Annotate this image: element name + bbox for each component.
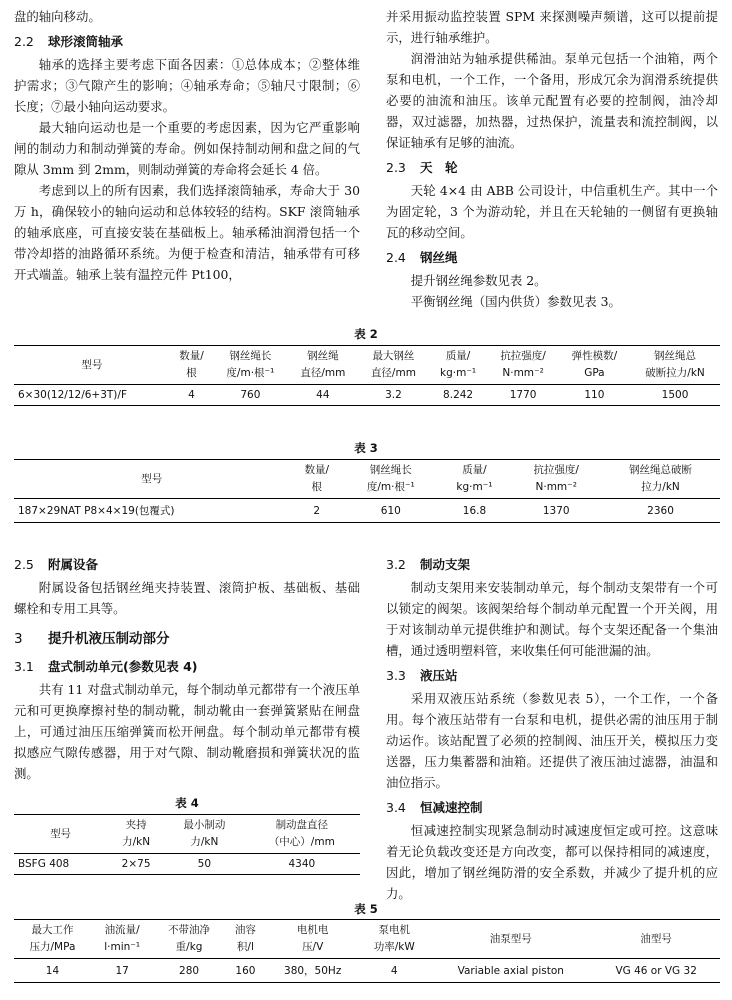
table-header-cell: 油流量/ l·min⁻¹	[104, 924, 141, 953]
table-header-cell: 不带油净 重/kg	[168, 924, 211, 953]
table-header-cell: 质量/ kg·m⁻¹	[456, 464, 493, 493]
table-header-cell: 抗拉强度/ N·mm⁻²	[500, 350, 546, 379]
paragraph: 共有 11 对盘式制动单元，每个制动单元都带有一个液压单元和可更换摩擦衬垫的制动靴，制动靴由一套弹簧紧贴在闸盘上，可通过油压压缩弹簧而松开闸盘。每个制动单元都带有模拟感应气隙传感器，用于对气隙、制动靴磨损和弹簧状况的监测。	[14, 682, 360, 781]
table-header-cell: 质量/ kg·m⁻¹	[440, 350, 477, 379]
table-cell: 3.2	[385, 389, 402, 401]
paragraph: 制动支架用来安装制动单元，每个制动支架带有一个可以锁定的阀架。该阀架给每个制动单元配置一个开关阀，用于对该制动单元提供维护和测试。每个支架还配备一个集油槽，通过透明塑料管，来收集任何可能泄漏的油。	[386, 580, 718, 658]
table-cell: VG 46 or VG 32	[615, 964, 697, 977]
paragraph: 最大轴向运动也是一个重要的考虑因素，因为它严重影响闸的制动力和制动弹簧的寿命。例如保持制动闸和盘之间的气隙从 3mm 到 2mm，则制动弹簧的寿命将会延长 4 倍。	[14, 120, 360, 177]
table-cell: 4	[390, 964, 398, 977]
section-2-5-heading: 2.5 附属设备	[14, 557, 99, 572]
table-header-cell: 最小制动 力/kN	[183, 819, 226, 848]
table-3	[14, 459, 720, 523]
right-column-top	[386, 6, 718, 312]
table-header-cell: 数量/ 根	[304, 464, 330, 493]
paragraph: 附属设备包括钢丝绳夹持装置、滚筒护板、基础板、基础螺栓和专用工具等。	[14, 580, 360, 616]
section-3-2-heading: 3.2 制动支架	[386, 557, 471, 572]
table-header-cell: 钢丝绳 直径/mm	[300, 350, 346, 379]
table-header-cell: 油泵型号	[489, 932, 532, 945]
table-cell: 8.242	[443, 389, 474, 401]
table-header-cell: 型号	[141, 472, 163, 485]
table-2	[14, 345, 720, 406]
table-header-cell: 最大工作 压力/MPa	[29, 924, 76, 953]
table-cell: 110	[584, 389, 605, 401]
table-header-cell: 钢丝绳长 度/m·根⁻¹	[226, 350, 275, 379]
table-header-cell: 弹性模数/ GPa	[571, 350, 618, 379]
table-cell: 50	[197, 858, 212, 870]
table-cell: BSFG 408	[18, 858, 70, 870]
table-header-cell: 钢丝绳总 破断拉力/kN	[645, 350, 705, 379]
table-cell: 4340	[288, 858, 316, 870]
table-cell: 1370	[542, 504, 570, 517]
left-column-bottom	[14, 550, 360, 784]
paragraph: 轴承的选择主要考虑下面各因素：①总体成本；②整体维护需求；③气隙产生的影响；④轴承寿命；⑤轴尺寸限制；⑥长度；⑦最小轴向运动要求。	[14, 57, 360, 114]
table-header-cell: 油容 积/l	[234, 924, 256, 953]
paragraph: 并采用振动监控装置 SPM 来探测噪声频谱，这可以提前提示，进行轴承维护。	[386, 9, 718, 45]
table-header-cell: 钢丝绳长 度/m·根⁻¹	[366, 464, 415, 493]
table-cell: 16.8	[462, 504, 487, 517]
table-header-cell: 钢丝绳总破断 拉力/kN	[629, 464, 693, 493]
table-header-cell: 油型号	[640, 932, 672, 945]
table-header-cell: 抗拉强度/ N·mm⁻²	[533, 464, 579, 493]
table-cell: 1770	[509, 389, 537, 401]
table-cell: 1500	[661, 389, 689, 401]
paragraph: 平衡钢丝绳（国内供货）参数见表 3。	[410, 294, 621, 309]
table-cell: 280	[179, 964, 200, 977]
table-cell: 4	[188, 389, 195, 401]
section-3-1-heading: 3.1 盘式制动单元(参数见表 4)	[14, 659, 198, 674]
table-cell: 760	[240, 389, 261, 401]
table-2-caption: 表 2	[354, 327, 378, 341]
table-header-cell: 型号	[81, 358, 103, 371]
table-5-caption: 表 5	[354, 902, 378, 916]
table-header-cell: 电机电 压/V	[296, 924, 329, 953]
table-4-caption: 表 4	[175, 796, 199, 810]
table-cell: 6×30(12/12/6+3T)/F	[18, 389, 127, 401]
table-cell: 17	[115, 964, 129, 977]
paragraph: 天轮 4×4 由 ABB 公司设计，中信重机生产。其中一个为固定轮，3 个为游动轮，并且在天轮轴的一侧留有更换轴瓦的移动空间。	[386, 183, 718, 240]
section-2-2-heading: 2.2 球形滚筒轴承	[14, 34, 124, 49]
table-cell: 160	[235, 964, 256, 977]
table-header-cell: 数量/ 根	[179, 350, 204, 379]
paragraph: 恒减速控制实现紧急制动时减速度恒定或可控。这意味着无论负载改变还是方向改变，都可以保持相同的减速度，因此，增加了钢丝绳防滑的安全系数，并减少了提升机的应力。	[386, 823, 718, 901]
table-header-cell: 泵电机 功率/kW	[373, 924, 415, 953]
paragraph: 提升钢丝绳参数见表 2。	[410, 273, 547, 288]
table-header-cell: 夹持 力/kN	[122, 819, 151, 848]
table-header-cell: 最大钢丝 直径/mm	[370, 350, 416, 379]
section-3-heading: 3 提升机液压制动部分	[14, 631, 170, 647]
paragraph: 润滑油站为轴承提供稀油。泵单元包括一个油箱，两个泵和电机，一个工作，一个备用，形成冗余为润滑系统提供必要的油流和油压。该单元配置有必要的控制阀，油冷却器，双过滤器，加热器，过热保护，流量表和流控制阀，以保证轴承有足够的油流。	[386, 51, 718, 150]
table-header-cell: 制动盘直径 （中心）/mm	[268, 819, 335, 848]
paragraph: 采用双液压站系统（参数见表 5），一个工作，一个备用。每个液压站带有一台泵和电机，提供必需的油压用于制动运作。该站配置了必须的控制阀、油压开关，模拟压力变送器，压力集蓄器和油箱。还提供了液压油过滤器，油温和油位指示。	[386, 691, 718, 790]
section-2-3-heading: 2.3 天 轮	[386, 160, 458, 175]
left-column-top	[14, 6, 360, 285]
table-5	[14, 919, 720, 983]
right-column-bottom	[386, 550, 718, 904]
table-cell: 380，50Hz	[284, 965, 342, 977]
section-3-4-heading: 3.4 恒减速控制	[386, 800, 483, 815]
paragraph: 考虑到以上的所有因素，我们选择滚筒轴承，寿命大于 30 万 h，确保较小的轴向运动和总体较轻的结构。SKF 滚筒轴承的轴承底座，可直接安装在基础板上。轴承稀油润滑包括一个带冷却搭的油路循环系统。为便于检查和清洁，轴承带有可移开式端盖。轴承上装有温控元件 Pt100，	[14, 183, 360, 282]
table-cell: 2360	[647, 504, 674, 517]
table-cell: 2×75	[121, 858, 151, 870]
table-cell: Variable axial piston	[457, 964, 564, 977]
table-header-cell: 型号	[50, 827, 72, 840]
table-cell: 14	[45, 964, 60, 977]
section-3-3-heading: 3.3 液压站	[386, 668, 458, 683]
table-cell: 610	[380, 504, 401, 517]
table-cell: 187×29NAT P8×4×19(包覆式)	[18, 505, 175, 517]
table-cell: 44	[316, 389, 330, 401]
table-4	[14, 814, 360, 875]
table-cell: 2	[313, 504, 321, 517]
section-2-4-heading: 2.4 钢丝绳	[386, 250, 458, 265]
paragraph: 盘的轴向移动。	[14, 9, 101, 24]
table-3-caption: 表 3	[354, 441, 378, 455]
